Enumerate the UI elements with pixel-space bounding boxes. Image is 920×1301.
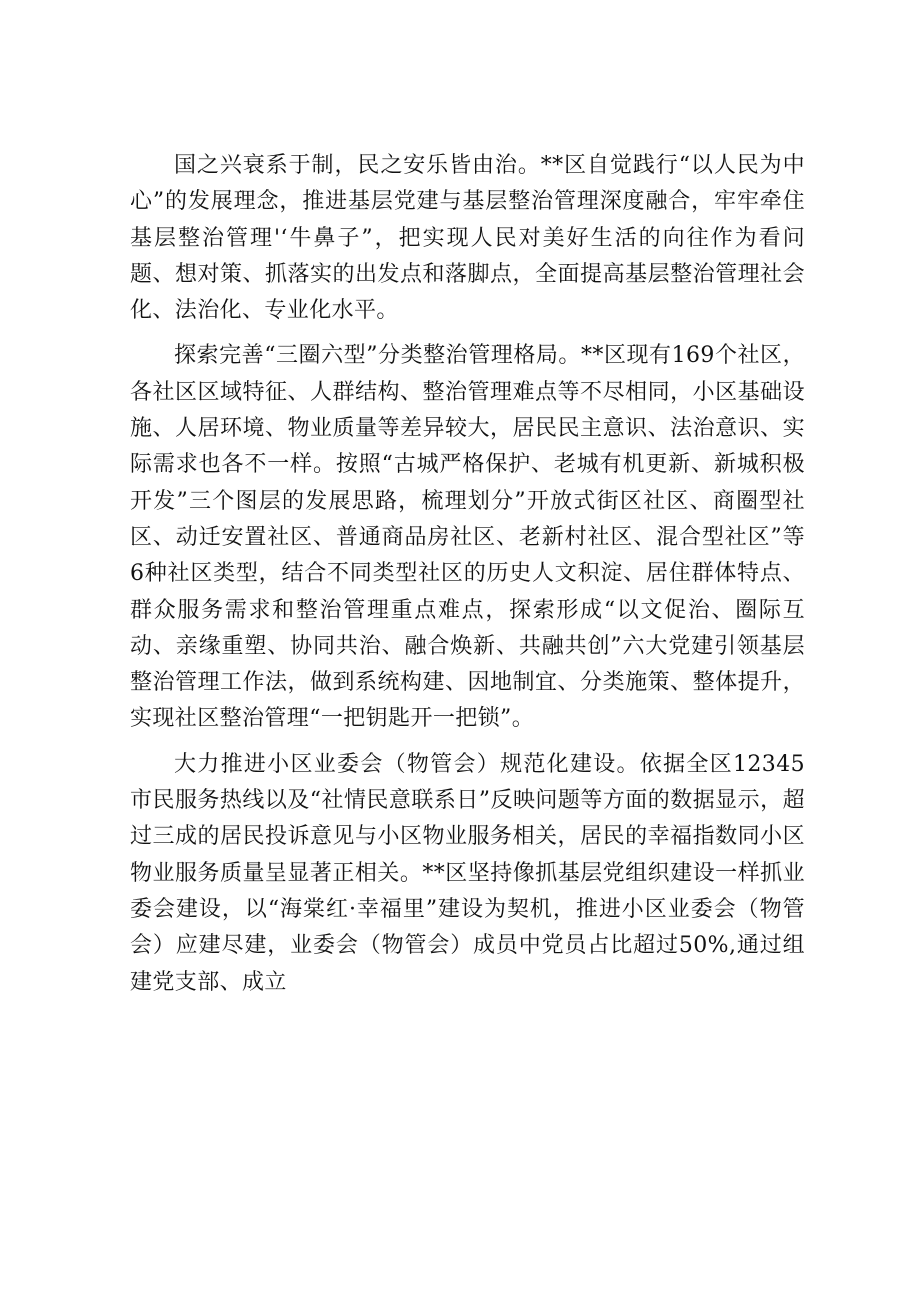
document-body (130, 148, 805, 1010)
paragraph-governance-intro: 国之兴衰系于制，民之安乐皆由治。**区自觉践行“以人民为中心”的发展理念，推进基层党建与基层整治管理深度融合，牢牢牵住基层整治管理'‘牛鼻子”，把实现人民对美好生活的向往作为看问题、想对策、抓落实的出发点和落脚点，全面提高基层整治管理社会化、法治化、专业化水平。 (130, 153, 805, 324)
paragraph-owners-committee: 大力推进小区业委会（物管会）规范化建设。依据全区12345市民服务热线以及“社情民意联系日”反映问题等方面的数据显示，超过三成的居民投诉意见与小区物业服务相关，居民的幸福指数同小区物业服务质量呈显著正相关。**区坚持像抓基层党组织建设一样抓业委会建设，以“海棠红·幸福里”建设为契机，推进小区业委会（物管会）应建尽建，业委会（物管会）成员中党员占比超过50%,通过组建党支部、成立 (130, 751, 805, 995)
paragraph-three-circles-six-types: 探索完善“三圈六型”分类整治管理格局。**区现有169个社区，各社区区域特征、人群结构、整治管理难点等不尽相同，小区基础设施、人居环境、物业质量等差异较大，居民民主意识、法治意识、实际需求也各不一样。按照“古城严格保护、老城有机更新、新城积极开发”三个图层的发展思路，梳理划分”开放式街区社区、商圈型社区、动迁安置社区、普通商品房社区、老新村社区、混合型社区”等6种社区类型，结合不同类型社区的历史人文积淀、居住群体特点、群众服务需求和整治管理重点难点，探索形成“以文促治、圈际互动、亲缘重塑、协同共治、融合焕新、共融共创”六大党建引领基层整治管理工作法，做到系统构建、因地制宜、分类施策、整体提升，实现社区整治管理“一把钥匙开一把锁”。 (130, 343, 805, 732)
